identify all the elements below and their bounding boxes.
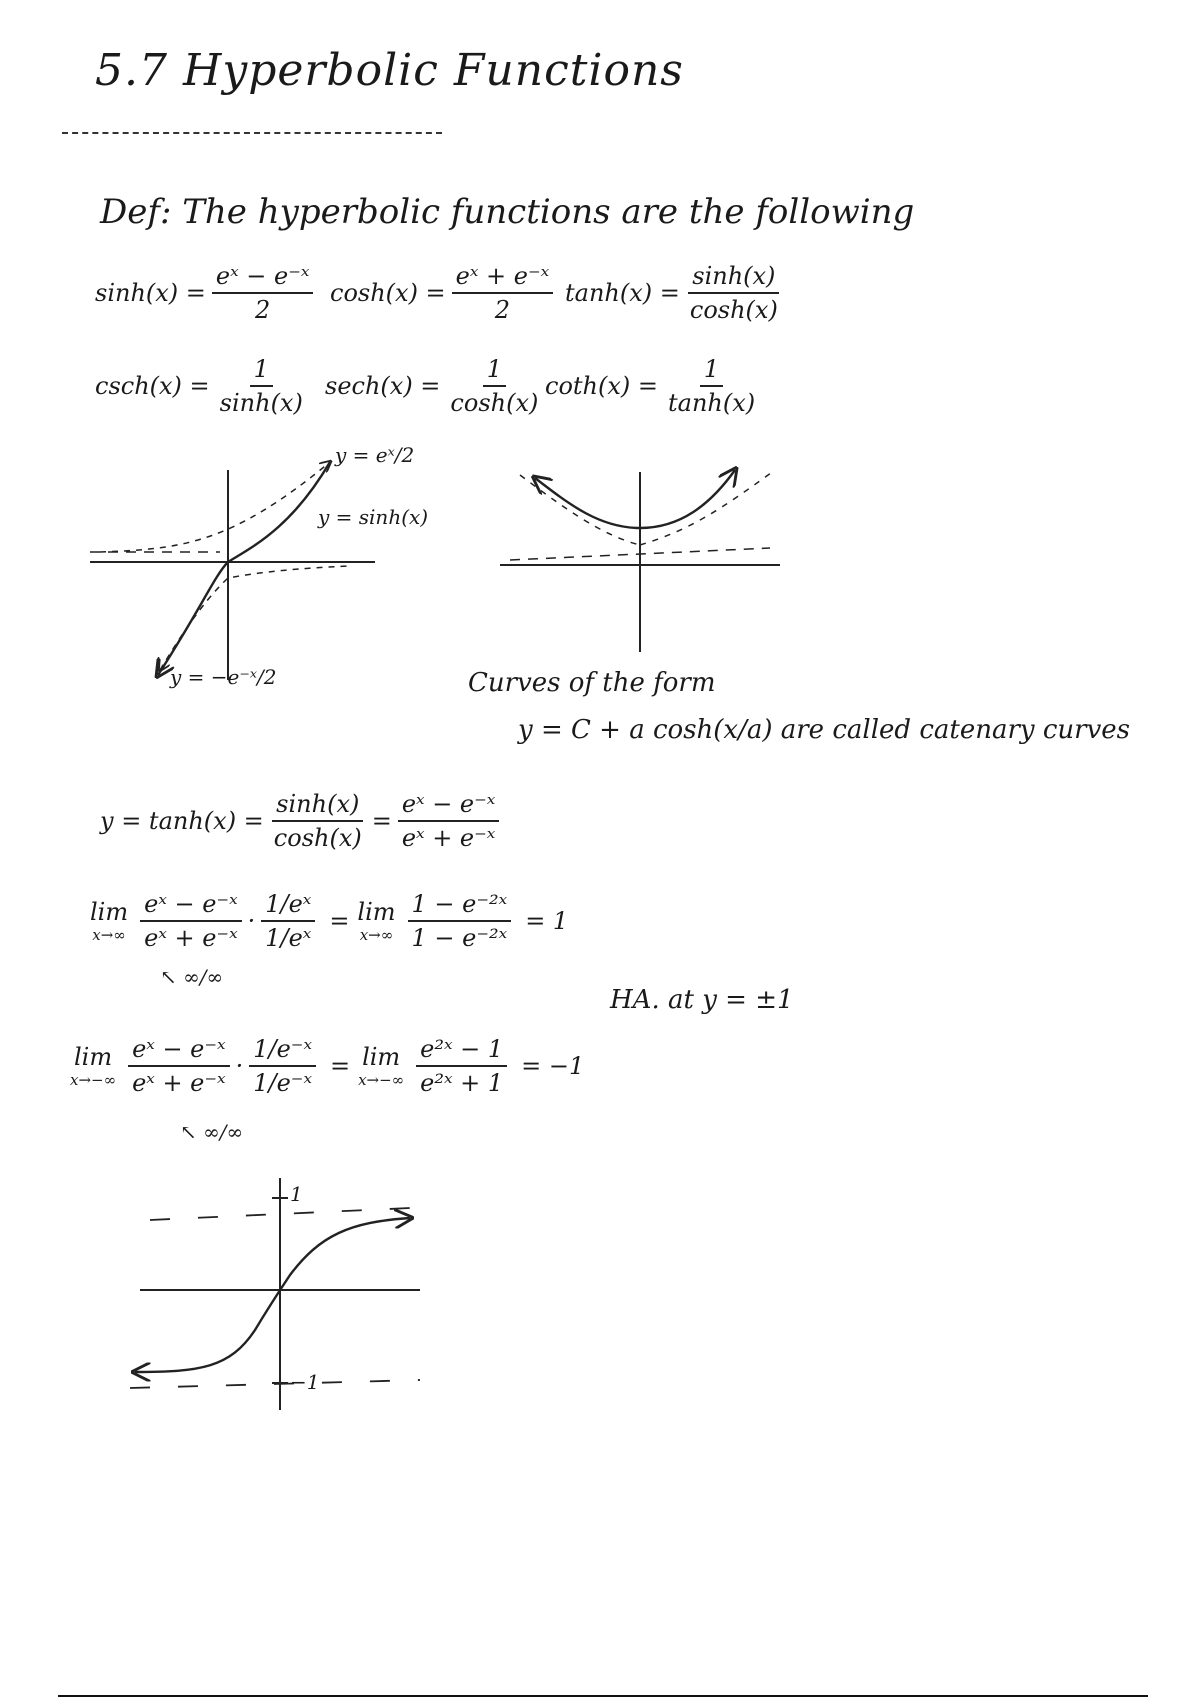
tanh-graph <box>130 1178 420 1410</box>
coth-den: tanh(x) <box>668 389 756 417</box>
lim2-c-num: e²ˣ − 1 <box>416 1035 507 1067</box>
tanh-curve <box>135 1218 410 1372</box>
csch-lhs: csch(x) = <box>95 372 210 400</box>
lim1-sub: x→∞ <box>92 926 126 944</box>
page-title: 5.7 Hyperbolic Functions <box>95 45 684 96</box>
cosh-den: 2 <box>494 296 511 324</box>
tanh-tick-bottom-label: −1 <box>290 1370 320 1394</box>
definition-text: Def: The hyperbolic functions are the following <box>100 192 915 232</box>
sinh-graph <box>90 462 375 680</box>
coth-num: 1 <box>700 355 723 387</box>
lim2-lim2: lim <box>362 1043 401 1071</box>
page-bottom-rule <box>58 1695 1148 1697</box>
label-sinh: y = sinh(x) <box>318 505 429 529</box>
coth-lhs: coth(x) = <box>545 372 658 400</box>
limit-negative-infinity: lim x→−∞ $\frac{\text{eˣ − e⁻ˣ}}{\text{eˣ + e⁻ˣ}}$ · $\frac{\text{1/e⁻ˣ}}{\text{1/e⁻ˣ}}$ = lim x→−∞ $\frac{\text{e²ˣ − 1}}{\text{e²ˣ + 1}}$ = −1 <box>70 1035 585 1097</box>
csch-den: sinh(x) <box>219 389 303 417</box>
lim1-lim2: lim <box>357 898 396 926</box>
limit-positive-infinity: lim x→∞ $\frac{\text{eˣ − e⁻ˣ}}{\text{eˣ + e⁻ˣ}}$ · $\frac{\text{1/eˣ}}{\text{1/eˣ}}$ = lim x→∞ $\frac{\text{1 − e⁻²ˣ}}{\text{1 − e⁻²ˣ}}$ = 1 <box>90 890 569 952</box>
neg-e-negx-curve <box>160 566 350 670</box>
tanh-num: sinh(x) <box>688 262 779 294</box>
tanh-den: cosh(x) <box>689 296 778 324</box>
lim1-b-den: 1/eˣ <box>265 924 312 952</box>
sech-den: cosh(x) <box>450 389 539 417</box>
cosh-exp-dash <box>640 470 775 545</box>
label-ex-over-2: y = eˣ/2 <box>335 443 415 467</box>
catenary-line1: Curves of the form <box>468 668 716 698</box>
lim1-lim: lim <box>90 898 129 926</box>
lim2-sub2: x→−∞ <box>358 1071 405 1089</box>
lim1-a-den: eˣ + e⁻ˣ <box>144 924 238 952</box>
lim1-a-num: eˣ − e⁻ˣ <box>140 890 241 922</box>
lim1-sub2: x→∞ <box>359 926 394 944</box>
lim2-lim: lim <box>73 1043 113 1071</box>
tanh-expanded-f2-den: eˣ + e⁻ˣ <box>401 824 496 852</box>
csch-num: 1 <box>250 355 273 387</box>
horizontal-asymptote-note: HA. at y = ±1 <box>610 985 794 1015</box>
sinh-num: eˣ − e⁻ˣ <box>212 262 313 294</box>
lim2-b-den: 1/e⁻ˣ <box>253 1069 312 1097</box>
lim2-a-num: eˣ − e⁻ˣ <box>128 1035 229 1067</box>
lim1-b-num: 1/eˣ <box>261 890 315 922</box>
lim2-form: ↖ ∞/∞ <box>180 1120 244 1144</box>
tanh-lhs: tanh(x) = <box>565 279 680 307</box>
lim1-c-den: 1 − e⁻²ˣ <box>411 924 508 952</box>
catenary-line2: y = C + a cosh(x/a) are called catenary curves <box>518 715 1131 745</box>
lim2-a-den: eˣ + e⁻ˣ <box>132 1069 226 1097</box>
tanh-expanded: y = tanh(x) = $\frac{\sinh(x)}{\cosh(x)}$ = $\frac{\text{eˣ − e⁻ˣ}}{\text{eˣ + e⁻ˣ}}$ <box>100 790 505 852</box>
sinh-lhs: sinh(x) = <box>95 279 206 307</box>
cosh-curve <box>535 470 735 528</box>
lim2-c-den: e²ˣ + 1 <box>420 1069 504 1097</box>
tanh-tick-top-label: 1 <box>290 1182 303 1206</box>
tanh-expanded-lhs: y = tanh(x) = <box>100 807 264 835</box>
ex-over-2-curve <box>100 462 330 552</box>
sinh-den: 2 <box>255 296 271 324</box>
tanh-expanded-f1-den: cosh(x) <box>273 824 362 852</box>
cosh-num: eˣ + e⁻ˣ <box>452 262 553 294</box>
label-neg-e-negx: y = −e⁻ˣ/2 <box>170 665 277 689</box>
tanh-expanded-f1-num: sinh(x) <box>272 790 363 822</box>
lim2-sub: x→−∞ <box>70 1071 117 1089</box>
sinh-curve <box>158 462 330 675</box>
lim2-result: = −1 <box>521 1052 585 1080</box>
lim2-b-num: 1/e⁻ˣ <box>249 1035 316 1067</box>
lim1-result: = 1 <box>525 907 569 935</box>
tanh-expanded-f2-num: eˣ − e⁻ˣ <box>398 790 499 822</box>
cosh-graph <box>500 470 780 652</box>
sech-num: 1 <box>483 355 506 387</box>
lim1-form: ↖ ∞/∞ <box>160 965 224 989</box>
sech-lhs: sech(x) = <box>325 372 441 400</box>
cosh-lhs: cosh(x) = <box>330 279 446 307</box>
lim1-c-num: 1 − e⁻²ˣ <box>408 890 512 922</box>
